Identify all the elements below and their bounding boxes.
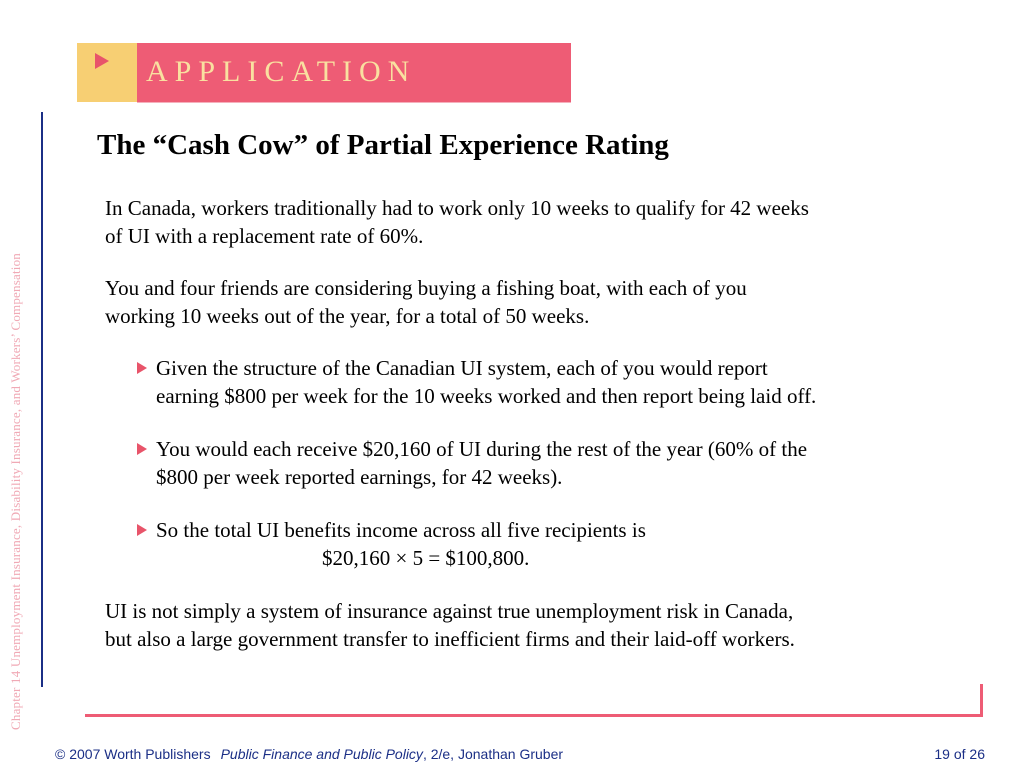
bullet-line: So the total UI benefits income across all five recipients is [156, 518, 646, 542]
paragraph-line: but also a large government transfer to inefficient firms and their laid-off workers. [105, 627, 795, 651]
paragraph-conclusion [105, 597, 985, 653]
paragraph-line: working 10 weeks out of the year, for a total of 50 weeks. [105, 304, 590, 328]
bullet-arrow-icon [137, 443, 147, 455]
bullet-arrow-icon [137, 524, 147, 536]
side-rule [41, 112, 43, 687]
banner-underline [137, 102, 571, 103]
footer-book-title: Public Finance and Public Policy [220, 746, 423, 762]
page-number: 19 of 26 [934, 746, 985, 762]
paragraph-line: In Canada, workers traditionally had to work only 10 weeks to qualify for 42 weeks [105, 196, 809, 220]
paragraph-line: You and four friends are considering buying a fishing boat, with each of you [105, 276, 747, 300]
bullet-line: $800 per week reported earnings, for 42 weeks). [156, 465, 563, 489]
bullet-line: Given the structure of the Canadian UI system, each of you would report [156, 356, 768, 380]
paragraph-canada-rules [105, 194, 985, 250]
bullet-item [137, 435, 987, 491]
footer-edition-author: , 2/e, Jonathan Gruber [422, 746, 564, 762]
bullet-item [137, 354, 987, 410]
bullet-item [137, 516, 987, 572]
paragraph-fishing-boat [105, 274, 985, 330]
bottom-frame-rule [85, 714, 983, 717]
play-arrow-icon [95, 53, 109, 69]
right-frame-rule [980, 684, 983, 717]
banner-icon-box [77, 43, 137, 102]
bullet-arrow-icon [137, 362, 147, 374]
paragraph-line: UI is not simply a system of insurance against true unemployment risk in Canada, [105, 599, 794, 623]
paragraph-line: of UI with a replacement rate of 60%. [105, 224, 424, 248]
bullet-line: earning $800 per week for the 10 weeks worked and then report being laid off. [156, 384, 817, 408]
slide-title: The “Cash Cow” of Partial Experience Rating [97, 129, 669, 161]
footer-credits [55, 746, 563, 762]
banner-label: APPLICATION [146, 55, 417, 88]
chapter-caption: Chapter 14 Unemployment Insurance, Disability Insurance, and Workers’ Compensation [8, 253, 23, 730]
bullet-equation: $20,160 × 5 = $100,800. [322, 546, 530, 570]
bullet-line: You would each receive $20,160 of UI during the rest of the year (60% of the [156, 437, 808, 461]
footer-copyright: © 2007 Worth Publishers [55, 746, 211, 762]
